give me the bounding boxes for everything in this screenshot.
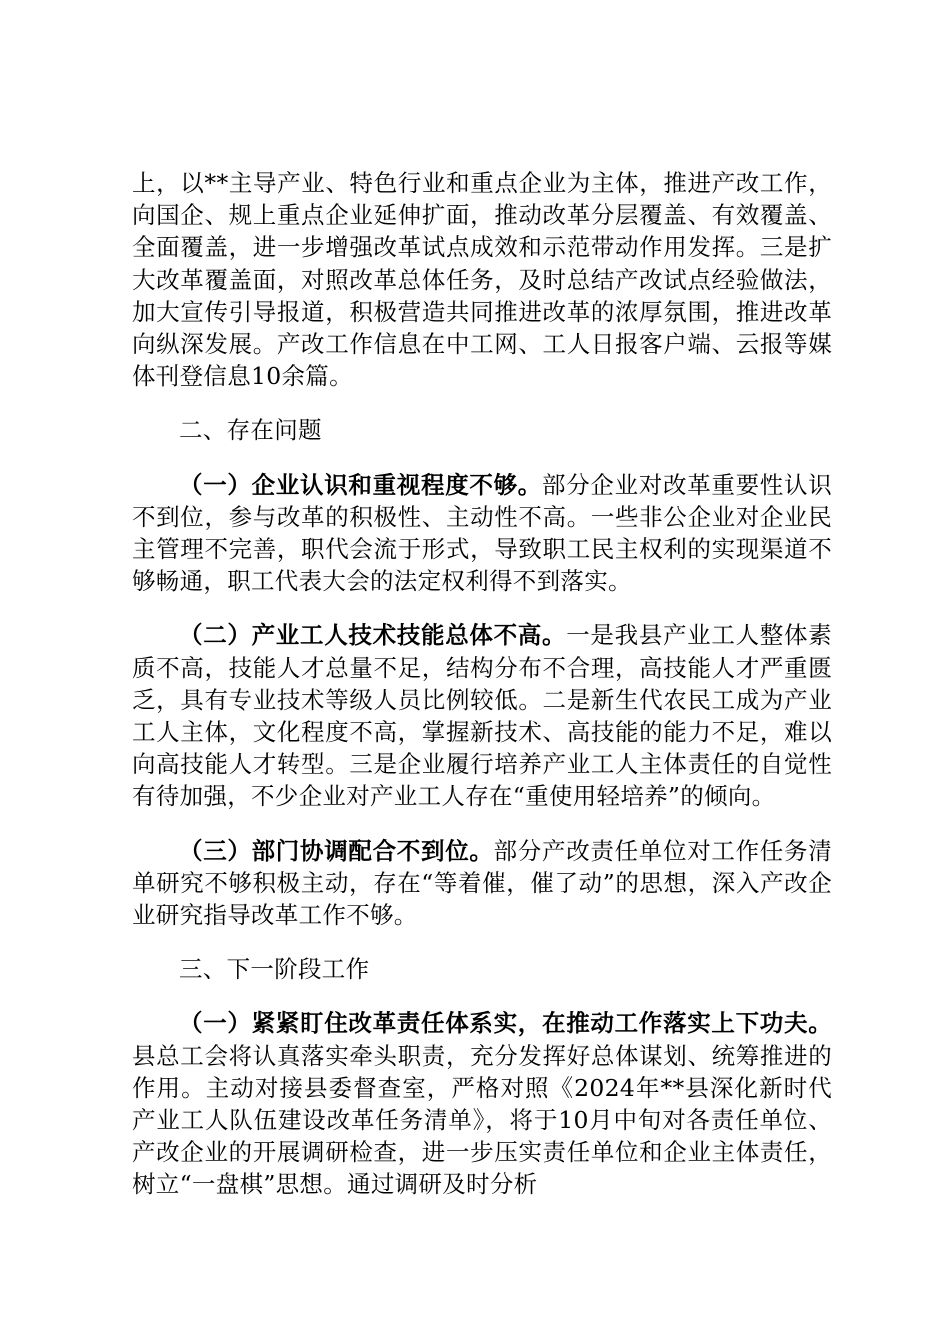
next-step-paragraph-1 <box>132 1007 832 1200</box>
problem-title-1: （一）企业认识和重视程度不够。 <box>179 470 542 499</box>
problem-body-2: 一是我县产业工人整体素质不高，技能人才总量不足，结构分布不合理，高技能人才严重匮乏，具有专业技术等级人员比例较低。二是新生代农民工成为产业工人主体，文化程度不高，掌握新技术、高技能的能力不足，难以向高技能人才转型。三是企业履行培养产业工人主体责任的自觉性有待加强，不少企业对产业工人存在“重使用轻培养”的倾向。 <box>132 621 832 811</box>
problem-paragraph-3 <box>132 835 832 932</box>
document-body <box>132 167 832 1201</box>
problem-body-1: 部分企业对改革重要性认识不到位，参与改革的积极性、主动性不高。一些非公企业对企业民主管理不完善，职代会流于形式，导致职工民主权利的实现渠道不够畅通，职工代表大会的法定权利得不到落实。 <box>132 470 832 596</box>
section-heading-problems: 二、存在问题 <box>179 416 322 445</box>
problem-title-2: （二）产业工人技术技能总体不高。 <box>179 621 567 650</box>
section-heading-next-steps: 三、下一阶段工作 <box>179 955 370 984</box>
next-step-title-1: （一）紧紧盯住改革责任体系实，在推动工作落实上下功夫。 <box>179 1009 832 1038</box>
problem-paragraph-2 <box>132 619 832 812</box>
problem-paragraph-1 <box>132 469 832 598</box>
problem-body-3: 部分产改责任单位对工作任务清单研究不够积极主动，存在“等着催，催了动”的思想，深入产改企业研究指导改革工作不够。 <box>132 836 833 930</box>
next-step-body-1: 县总工会将认真落实牵头职责，充分发挥好总体谋划、统筹推进的作用。主动对接县委督查室，严格对照《2024年**县深化新时代产业工人队伍建设改革任务清单》，将于10月中旬对各责任单位、产改企业的开展调研检查，进一步压实责任单位和企业主体责任，树立“一盘棋”思想。通过调研及时分析 <box>132 1041 832 1199</box>
paragraph-continued: 上，以**主导产业、特色行业和重点企业为主体，推进产改工作，向国企、规上重点企业延伸扩面，推动改革分层覆盖、有效覆盖、全面覆盖，进一步增强改革试点成效和示范带动作用发挥。三是扩大改革覆盖面，对照改革总体任务，及时总结产改试点经验做法，加大宣传引导报道，积极营造共同推进改革的浓厚氛围，推进改革向纵深发展。产改工作信息在中工网、工人日报客户端、云报等媒体刊登信息10余篇。 <box>132 169 832 391</box>
problem-title-3: （三）部门协调配合不到位。 <box>179 836 494 865</box>
